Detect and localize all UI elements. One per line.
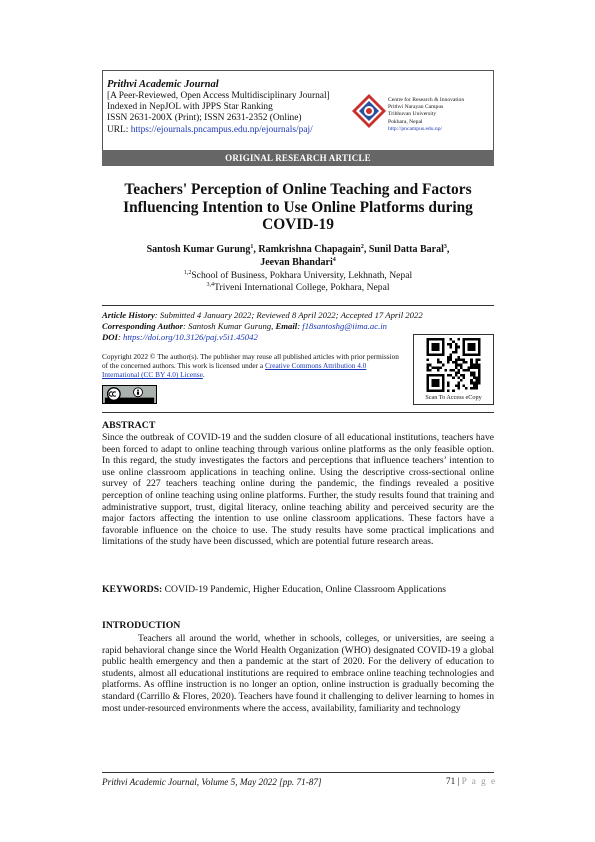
affiliation-mark: 3,4 (206, 281, 214, 288)
qr-module (473, 338, 476, 341)
qr-module (442, 348, 445, 351)
qr-module (439, 361, 442, 364)
keywords-label: KEYWORDS: (102, 584, 163, 595)
qr-module (473, 387, 476, 390)
qr-module (427, 364, 430, 367)
qr-module (463, 369, 466, 372)
qr-module (457, 364, 460, 367)
qr-module (478, 369, 481, 372)
qr-module (455, 359, 458, 362)
qr-module (457, 338, 460, 341)
qr-module (470, 343, 473, 346)
qr-module (475, 382, 478, 385)
qr-module (470, 387, 473, 390)
qr-module (455, 361, 458, 364)
copyright-notice (102, 352, 402, 380)
qr-module (447, 382, 450, 385)
history-label: Article History (102, 310, 155, 320)
qr-module (442, 346, 445, 349)
qr-module (452, 389, 455, 392)
qr-module (437, 346, 440, 349)
title-line: COVID-19 (262, 216, 334, 233)
qr-module (470, 346, 473, 349)
journal-title: Prithvi Academic Journal (107, 79, 219, 90)
qr-module (455, 351, 458, 354)
page-number: 71 (446, 776, 456, 786)
qr-module (434, 379, 437, 382)
qr-module (429, 369, 432, 372)
qr-module (457, 371, 460, 374)
qr-module (463, 338, 466, 341)
qr-module (442, 338, 445, 341)
qr-module (427, 346, 430, 349)
qr-module (463, 353, 466, 356)
qr-module (470, 371, 473, 374)
qr-module (465, 361, 468, 364)
doi-label: DOI (102, 332, 118, 342)
qr-module (450, 374, 453, 377)
qr-module (434, 346, 437, 349)
qr-module (442, 364, 445, 367)
qr-module (432, 348, 435, 351)
qr-module (437, 369, 440, 372)
copyright-end: . (202, 370, 205, 380)
qr-module (452, 351, 455, 354)
qr-module (434, 389, 437, 392)
qr-module (455, 346, 458, 349)
qr-module (427, 359, 430, 362)
qr-module (468, 346, 471, 349)
qr-module (457, 377, 460, 380)
qr-module (463, 346, 466, 349)
qr-module (475, 377, 478, 380)
qr-module (470, 379, 473, 382)
qr-module (442, 384, 445, 387)
qr-module (429, 338, 432, 341)
qr-module (434, 366, 437, 369)
university-emblem-icon (351, 93, 387, 129)
qr-module (478, 341, 481, 344)
qr-module (442, 374, 445, 377)
cc-by-license-icon (102, 385, 157, 404)
qr-module (473, 348, 476, 351)
qr-module (442, 343, 445, 346)
divider (102, 412, 494, 413)
qr-module (463, 343, 466, 346)
author-separator: , (253, 244, 259, 255)
institution-line: Centre for Research & Innovation (388, 97, 465, 103)
qr-module (478, 359, 481, 362)
qr-module (450, 369, 453, 372)
article-title (102, 181, 494, 234)
qr-module (460, 359, 463, 362)
qr-module (457, 387, 460, 390)
qr-module (460, 374, 463, 377)
title-line: Influencing Intention to Use Online Platforms during (123, 198, 473, 216)
qr-module (470, 348, 473, 351)
qr-module (437, 389, 440, 392)
footer-page (446, 776, 497, 786)
qr-module (437, 366, 440, 369)
qr-module (470, 364, 473, 367)
qr-module (470, 338, 473, 341)
qr-module (473, 343, 476, 346)
qr-module (475, 387, 478, 390)
journal-url-line (107, 125, 357, 136)
qr-module (432, 346, 435, 349)
qr-caption: Scan To Access eCopy (425, 394, 482, 401)
journal-header-info (107, 78, 357, 136)
qr-module (465, 369, 468, 372)
qr-module (447, 343, 450, 346)
qr-module (463, 351, 466, 354)
qr-module (427, 382, 430, 385)
author-name: Ramkrishna Chapagain (258, 244, 361, 255)
affiliation-text: Triveni International College, Pokhara, Nepal (214, 281, 390, 293)
qr-module (475, 353, 478, 356)
qr-module (463, 341, 466, 344)
qr-module (427, 369, 430, 372)
qr-module (432, 366, 435, 369)
qr-module (468, 338, 471, 341)
qr-module (475, 364, 478, 367)
author-affiliation-mark: 4 (332, 257, 336, 263)
qr-module (432, 382, 435, 385)
qr-module (434, 374, 437, 377)
qr-module (437, 382, 440, 385)
qr-module (473, 364, 476, 367)
qr-module (442, 387, 445, 390)
qr-module (463, 374, 466, 377)
qr-module (478, 379, 481, 382)
qr-module (478, 346, 481, 349)
qr-module (478, 338, 481, 341)
article-history: Article History: Submitted 4 January 2022; Reviewed 8 April 2022; Accepted 17 April 2022 Corresponding Author: Santosh Kumar Gurung, Email: f18santoshg@iima.ac.in DOI: https://doi.org/10.3126/paj.v5i1.45042 (102, 310, 423, 342)
qr-module (473, 382, 476, 385)
qr-module (447, 374, 450, 377)
page-word: P a g e (461, 776, 497, 786)
qr-module (450, 356, 453, 359)
qr-module (447, 356, 450, 359)
qr-module (427, 379, 430, 382)
affiliations (102, 270, 494, 293)
qr-module (427, 338, 430, 341)
license-link[interactable]: Creative Commons Attribution 4.0 International (CC BY 4.0) License (102, 361, 367, 380)
doi-link[interactable]: https://doi.org/10.3126/paj.v5i1.45042 (123, 332, 258, 342)
author-name: Sunil Datta Baral (368, 244, 444, 255)
article-type-band: ORIGINAL RESEARCH ARTICLE (102, 150, 494, 166)
qr-module (442, 379, 445, 382)
history-text: : Submitted 4 January 2022; Reviewed 8 April 2022; Accepted 17 April 2022 (154, 310, 423, 320)
qr-module (427, 353, 430, 356)
qr-module (463, 359, 466, 362)
qr-module (434, 382, 437, 385)
qr-module (434, 384, 437, 387)
affiliation-text: School of Business, Pokhara University, Lekhnath, Nepal (191, 270, 413, 281)
author-name: Santosh Kumar Gurung (146, 244, 251, 255)
title-line: Teachers' Perception of Online Teaching and Factors (124, 181, 472, 198)
qr-module (450, 338, 453, 341)
qr-module (478, 382, 481, 385)
qr-module (475, 384, 478, 387)
qr-module (455, 374, 458, 377)
qr-module (439, 389, 442, 392)
qr-module (473, 366, 476, 369)
email-link[interactable]: f18santoshg@iima.ac.in (302, 321, 388, 331)
author-affiliation-mark: 1 (250, 244, 254, 250)
qr-module (429, 364, 432, 367)
qr-module (450, 343, 453, 346)
qr-module (442, 377, 445, 380)
qr-module (445, 369, 448, 372)
qr-module (439, 338, 442, 341)
qr-module (434, 353, 437, 356)
qr-module (452, 361, 455, 364)
affiliation-mark: 1,2 (183, 270, 192, 276)
qr-module (450, 359, 453, 362)
qr-module (473, 371, 476, 374)
corresponding-label: Corresponding Author (102, 321, 184, 331)
qr-module (437, 343, 440, 346)
qr-module (457, 382, 460, 385)
qr-module (473, 353, 476, 356)
journal-issn: ISSN 2631-200X (Print); ISSN 2631-2352 (Online) (107, 113, 302, 124)
qr-module (457, 369, 460, 372)
qr-module (470, 353, 473, 356)
qr-module (434, 338, 437, 341)
qr-module (457, 384, 460, 387)
qr-module (427, 384, 430, 387)
introduction-text: Teachers all around the world, whether in schools, colleges, or universities, are seeing a rapid behavioral change since the World Health Organization (WHO) designated COVID-19 a global public health emergency and then a pandemic at the start of 2020. For the delivery of education to students, almost all educational institutions are required to embrace online teaching technologies and platforms. As offline instruction is no longer an option, online instruction is gradually becoming the standard (Carrillo & Flores, 2020). Teachers have found it challenging to deliver learning to homes in most under-resourced environments where the access, availability, familiarity and technology (102, 633, 494, 714)
qr-module (450, 353, 453, 356)
qr-module (447, 359, 450, 362)
qr-module (478, 348, 481, 351)
qr-module (434, 348, 437, 351)
qr-module (475, 359, 478, 362)
qr-module (478, 353, 481, 356)
qr-module (475, 366, 478, 369)
qr-module (475, 379, 478, 382)
qr-module (447, 384, 450, 387)
qr-module (427, 366, 430, 369)
qr-module (465, 353, 468, 356)
qr-module (463, 377, 466, 380)
qr-module (463, 361, 466, 364)
qr-module (442, 353, 445, 356)
qr-module (478, 364, 481, 367)
qr-module (432, 389, 435, 392)
qr-module (427, 387, 430, 390)
qr-module (455, 348, 458, 351)
qr-module (463, 348, 466, 351)
qr-module (468, 343, 471, 346)
institution-info (388, 97, 492, 133)
qr-module (460, 366, 463, 369)
qr-module (450, 346, 453, 349)
author-list (102, 243, 494, 269)
qr-module (455, 366, 458, 369)
qr-module (473, 377, 476, 380)
qr-module (427, 341, 430, 344)
qr-module (478, 377, 481, 380)
qr-module (452, 377, 455, 380)
footer-citation: Prithvi Academic Journal, Volume 5, May 2022 [pp. 71-87] (102, 777, 322, 787)
keywords-text: COVID-19 Pandemic, Higher Education, Online Classroom Applications (162, 584, 447, 595)
qr-module (437, 379, 440, 382)
qr-module (478, 374, 481, 377)
qr-module (437, 338, 440, 341)
keywords (102, 584, 494, 596)
page-separator: | (455, 776, 462, 786)
qr-module (427, 351, 430, 354)
qr-module (442, 351, 445, 354)
qr-module (432, 374, 435, 377)
qr-module (437, 361, 440, 364)
qr-module (470, 359, 473, 362)
qr-module (478, 366, 481, 369)
qr-module (437, 348, 440, 351)
qr-module (437, 374, 440, 377)
qr-module (478, 371, 481, 374)
qr-module (457, 356, 460, 359)
abstract-heading: ABSTRACT (102, 420, 156, 431)
author-affiliation-mark: 2 (360, 244, 364, 250)
footer-divider (102, 772, 494, 773)
copyright-text: Copyright 2022 © The author(s). The publisher may reuse all published articles with prior permission of the concerned authors. This work is licensed under a (102, 352, 399, 371)
qr-module (429, 374, 432, 377)
qr-module (427, 389, 430, 392)
qr-module (437, 359, 440, 362)
qr-module (434, 343, 437, 346)
qr-module (457, 346, 460, 349)
qr-module (473, 346, 476, 349)
journal-subtitle: [A Peer-Reviewed, Open Access Multidisciplinary Journal] (107, 91, 330, 101)
author-separator: , (446, 244, 450, 255)
qr-module (465, 387, 468, 390)
qr-module (468, 366, 471, 369)
corresponding-author: : Santosh Kumar Gurung, (183, 321, 276, 331)
qr-module (468, 353, 471, 356)
qr-code-icon[interactable] (425, 338, 482, 392)
qr-module (442, 382, 445, 385)
qr-module (447, 361, 450, 364)
qr-module (447, 389, 450, 392)
author-separator: , (363, 244, 369, 255)
qr-module (439, 366, 442, 369)
qr-module (452, 341, 455, 344)
qr-module (455, 343, 458, 346)
author-affiliation-mark: 3 (443, 244, 447, 250)
qr-module (429, 353, 432, 356)
institution-url-link[interactable]: http://pncampus.edu.np/ (388, 125, 443, 132)
qr-module (442, 341, 445, 344)
qr-module (427, 377, 430, 380)
qr-module (432, 338, 435, 341)
qr-module (455, 371, 458, 374)
qr-module (463, 384, 466, 387)
qr-module (465, 338, 468, 341)
qr-module (470, 366, 473, 369)
qr-module (470, 374, 473, 377)
introduction-heading: INTRODUCTION (102, 620, 181, 631)
qr-module (478, 351, 481, 354)
qr-module (429, 389, 432, 392)
qr-module (437, 353, 440, 356)
qr-module (427, 374, 430, 377)
qr-module (439, 374, 442, 377)
qr-module (437, 384, 440, 387)
abstract-text: Since the outbreak of COVID-19 and the sudden closure of all educational institutions, teachers have been forced to adapt to online teaching through various online platforms as the only feasible option. In this regard, the study investigates the factors and perceptions that influence teachers’ intention to use online classroom applications in teaching online. Using the descriptive cross-sectional online survey of 227 teachers teaching online during the pandemic, the findings revealed a positive perception of online teaching using online platforms. Further, the study results found that training and administrative support, trust, digital literacy, online teaching ability and perceived security are the major factors affecting the intention to use online classroom applications. These factors have a favorable influence on the choice to use. The study results have some practical implications and limitations of the study have been discussed, which are potential future research areas. (102, 432, 494, 548)
qr-module (455, 364, 458, 367)
institution-line: Prithvi Narayan Campus (388, 104, 444, 111)
qr-module (473, 374, 476, 377)
qr-module (452, 369, 455, 372)
qr-module (460, 364, 463, 367)
qr-module (432, 353, 435, 356)
qr-module (460, 379, 463, 382)
institution-line: Tribhuvan University (388, 111, 437, 118)
qr-module (457, 359, 460, 362)
qr-module (473, 384, 476, 387)
journal-url-link[interactable]: https://ejournals.pncampus.edu.np/ejournals/paj/ (130, 124, 313, 135)
qr-module (468, 348, 471, 351)
qr-module (478, 343, 481, 346)
qr-module (470, 382, 473, 385)
qr-module (439, 353, 442, 356)
author-name: Jeevan Bhandari (260, 257, 333, 268)
qr-module (475, 361, 478, 364)
email-label: Email (275, 321, 298, 331)
journal-indexed: Indexed in NepJOL with JPPS Star Ranking (107, 102, 273, 113)
qr-module (432, 384, 435, 387)
institution-line: Pokhara, Nepal (388, 118, 423, 125)
qr-module (432, 343, 435, 346)
qr-module (442, 389, 445, 392)
qr-module (432, 379, 435, 382)
journal-url-label: URL: (107, 124, 131, 135)
qr-module (427, 348, 430, 351)
qr-module (475, 338, 478, 341)
qr-module (455, 384, 458, 387)
qr-module (427, 343, 430, 346)
qr-module (468, 369, 471, 372)
divider (102, 305, 494, 306)
qr-module (470, 361, 473, 364)
